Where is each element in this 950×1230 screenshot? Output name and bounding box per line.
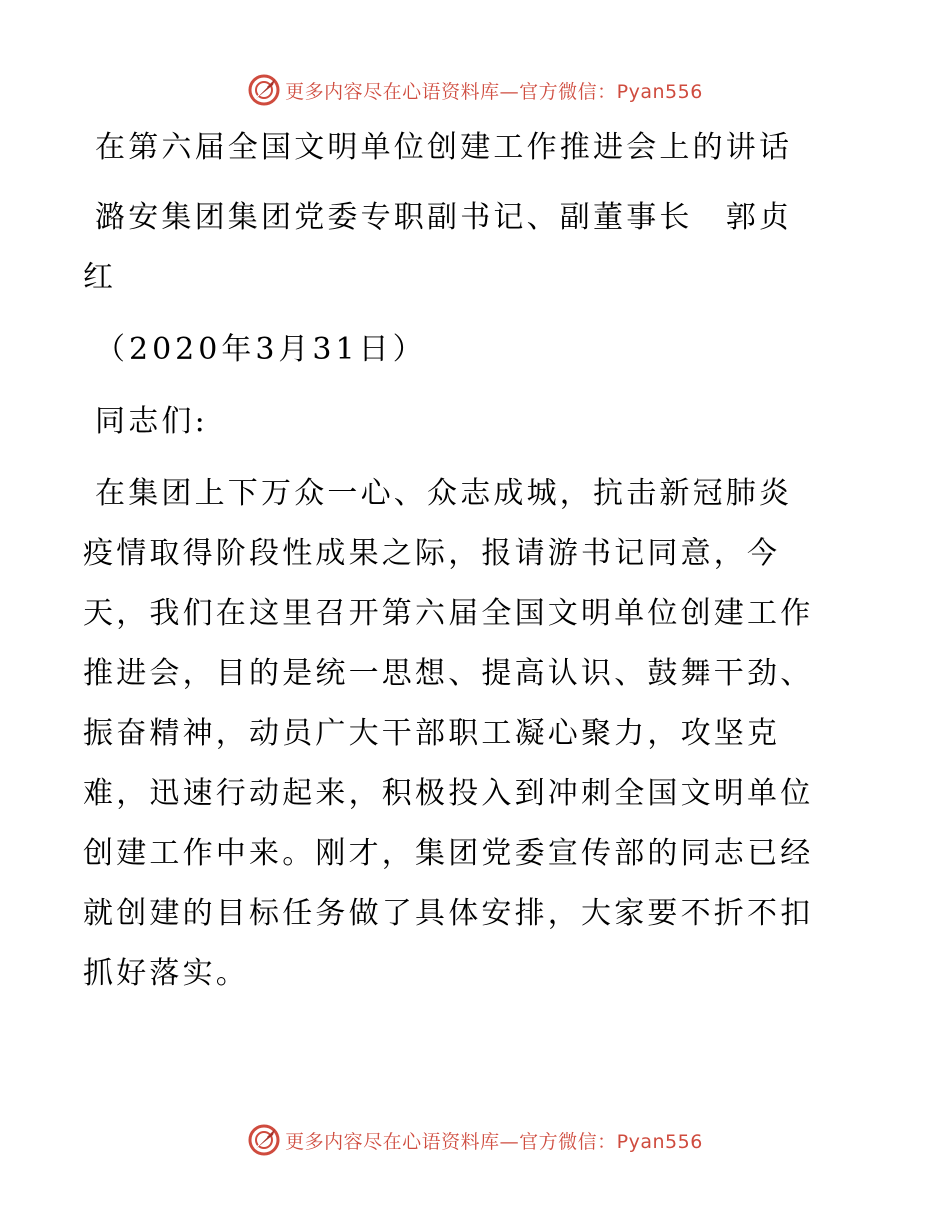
speech-date: （2020年3月31日） bbox=[95, 332, 427, 367]
paragraph-line: 推进会，目的是统一思想、提高认识、鼓舞干劲、 bbox=[83, 656, 814, 691]
header-watermark-banner bbox=[0, 70, 950, 110]
header-watermark-label: 更多内容尽在心语资料库—官方微信： bbox=[285, 80, 617, 103]
speaker-line: 潞安集团集团党委专职副书记、副董事长 郭贞 bbox=[95, 200, 793, 235]
speaker-line-continued: 红 bbox=[83, 260, 117, 295]
paragraph-line: 抓好落实。 bbox=[83, 956, 249, 991]
footer-watermark-label: 更多内容尽在心语资料库—官方微信： bbox=[285, 1130, 617, 1153]
footer-watermark-banner bbox=[0, 1120, 950, 1160]
greeting: 同志们: bbox=[95, 404, 208, 439]
paragraph-line: 难，迅速行动起来，积极投入到冲刺全国文明单位 bbox=[83, 776, 814, 811]
document-body bbox=[83, 118, 855, 1004]
opening-paragraph bbox=[83, 464, 855, 1004]
paragraph-line: 振奋精神，动员广大干部职工凝心聚力，攻坚克 bbox=[83, 716, 781, 751]
header-watermark-text bbox=[285, 77, 703, 104]
paragraph-line: 在集团上下万众一心、众志成城，抗击新冠肺炎 bbox=[95, 476, 793, 511]
pen-logo-icon bbox=[247, 1123, 281, 1157]
paragraph-line: 天，我们在这里召开第六届全国文明单位创建工作 bbox=[83, 596, 814, 631]
paragraph-line: 疫情取得阶段性成果之际，报请游书记同意，今 bbox=[83, 536, 781, 571]
pen-logo-icon bbox=[247, 73, 281, 107]
speech-title: 在第六届全国文明单位创建工作推进会上的讲话 bbox=[95, 130, 793, 165]
footer-wechat-id: Pyan556 bbox=[616, 1130, 703, 1153]
header-wechat-id: Pyan556 bbox=[616, 80, 703, 103]
paragraph-line: 就创建的目标任务做了具体安排，大家要不折不扣 bbox=[83, 896, 814, 931]
paragraph-line: 创建工作中来。刚才，集团党委宣传部的同志已经 bbox=[83, 836, 814, 871]
footer-watermark-text bbox=[285, 1127, 703, 1154]
